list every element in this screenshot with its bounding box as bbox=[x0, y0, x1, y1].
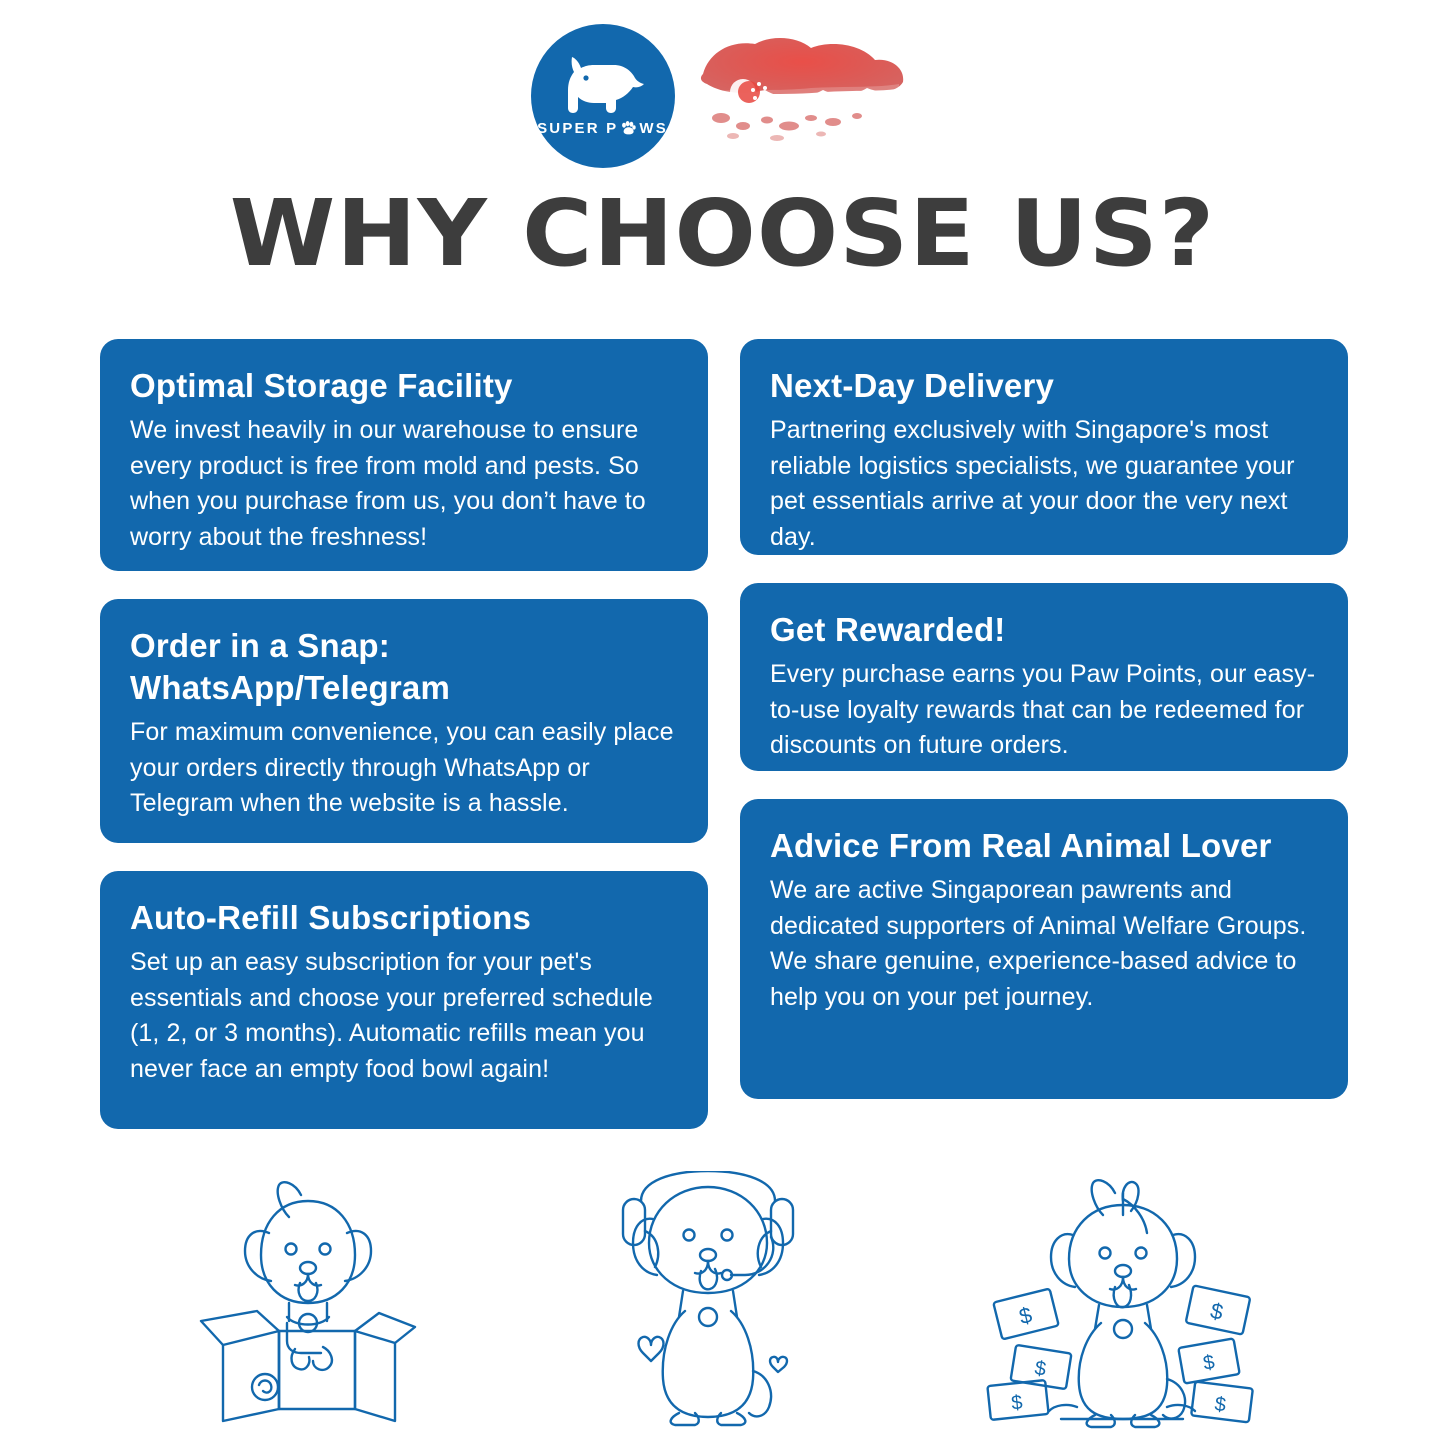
svg-text:$: $ bbox=[1207, 1297, 1225, 1325]
card-title: Order in a Snap: WhatsApp/Telegram bbox=[130, 627, 450, 707]
logo-wordmark bbox=[537, 120, 668, 137]
card-body: Partnering exclusively with Singapore's most reliable logistics specialists, we guarantee your pet essentials arrive at your door the very next day. bbox=[770, 416, 1295, 551]
paw-icon bbox=[621, 121, 636, 135]
card-title: Next-Day Delivery bbox=[770, 367, 1055, 404]
singapore-watercolor-map-flag bbox=[685, 30, 915, 162]
illustration-row bbox=[0, 1141, 1445, 1431]
card-title: Get Rewarded! bbox=[770, 611, 1006, 648]
card-get-rewarded bbox=[740, 583, 1348, 771]
benefits-column-right bbox=[740, 339, 1348, 1129]
card-order-in-a-snap bbox=[100, 599, 708, 843]
svg-text:$: $ bbox=[1201, 1351, 1216, 1375]
svg-text:$: $ bbox=[1032, 1357, 1047, 1381]
dog-silhouette-icon bbox=[561, 56, 645, 118]
card-next-day-delivery bbox=[740, 339, 1348, 555]
card-title: Auto-Refill Subscriptions bbox=[130, 899, 531, 936]
card-body: We are active Singaporean pawrents and dedicated supporters of Animal Welfare Groups. We share genuine, experience-based advice to help you on your pet journey. bbox=[770, 876, 1307, 1011]
card-body: For maximum convenience, you can easily place your orders directly through WhatsApp or Telegram when the website is a hassle. bbox=[130, 718, 674, 818]
card-body: Every purchase earns you Paw Points, our easy-to-use loyalty rewards that can be redeemed for discounts on future orders. bbox=[770, 660, 1316, 760]
card-optimal-storage-facility bbox=[100, 339, 708, 571]
page-title: WHY CHOOSE US? bbox=[229, 180, 1216, 287]
benefits-grid bbox=[100, 339, 1348, 1129]
card-body: We invest heavily in our warehouse to ensure every product is free from mold and pests. So when you purchase from us, you don’t have to worry about the freshness! bbox=[130, 416, 646, 551]
brand-row bbox=[0, 0, 1445, 170]
card-auto-refill-subscriptions bbox=[100, 871, 708, 1129]
card-body: Set up an easy subscription for your pet's essentials and choose your preferred schedule (1, 2, or 3 months). Automatic refills mean you never face an empty food bowl again! bbox=[130, 948, 653, 1083]
dog-with-money-illustration bbox=[983, 1171, 1263, 1431]
benefits-column-left bbox=[100, 339, 708, 1129]
super-paws-logo bbox=[531, 24, 675, 168]
dog-with-headset-illustration bbox=[583, 1171, 833, 1431]
card-title: Advice From Real Animal Lover bbox=[770, 827, 1272, 864]
card-title: Optimal Storage Facility bbox=[130, 367, 513, 404]
logo-wordmark-right: WS bbox=[639, 119, 668, 137]
svg-text:$: $ bbox=[1212, 1393, 1227, 1417]
card-advice-from-real-animal-lover bbox=[740, 799, 1348, 1099]
svg-text:$: $ bbox=[1016, 1302, 1034, 1330]
logo-wordmark-left: SUPER P bbox=[537, 119, 619, 137]
dog-in-box-illustration bbox=[183, 1171, 433, 1431]
svg-text:$: $ bbox=[1009, 1391, 1024, 1415]
